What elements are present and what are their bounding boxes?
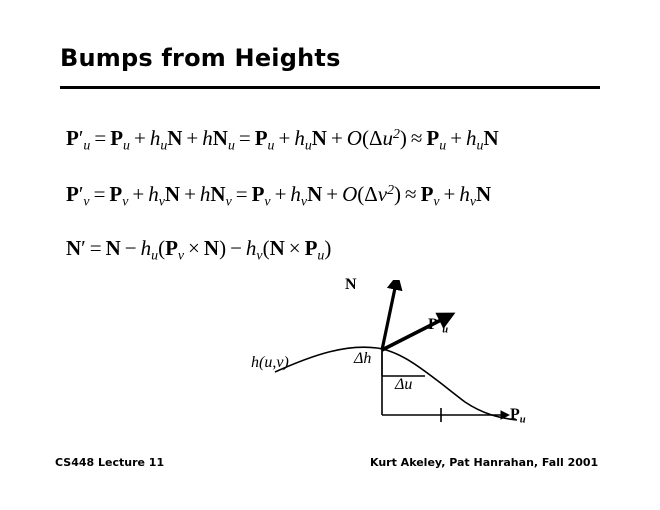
title-divider [60, 86, 600, 89]
footer-authors: Kurt Akeley, Pat Hanrahan, Fall 2001 [370, 456, 599, 469]
equation-pv: $P'_v = P_v + h_vN + hN_v = P_v + h_vN + O(\Delta v^2) \approx P_v + h_vN$ [66, 182, 492, 209]
page-title: Bumps from Heights [60, 44, 341, 72]
label-normal: N [345, 276, 357, 293]
footer-lecture: CS448 Lecture 11 [55, 456, 165, 469]
label-height-function: h(u,v) [251, 354, 289, 371]
normal-vector [382, 288, 395, 350]
figure-svg [255, 280, 585, 440]
label-delta-u: Δu [395, 376, 413, 393]
label-delta-h: Δh [354, 350, 372, 367]
bump-geometry-figure [251, 276, 585, 440]
equation-normal: $N' = N - h_u(P_v \times N) - h_v(N \times P_u)$ [66, 236, 332, 263]
label-p-prime-u: $P'_u$ [428, 316, 449, 336]
label-pu: $P_u$ [510, 406, 526, 426]
equation-pu: $P'_u = P_u + h_uN + hN_u = P_u + h_uN + O(\Delta u^2) \approx P_u + h_uN$ [66, 126, 499, 153]
